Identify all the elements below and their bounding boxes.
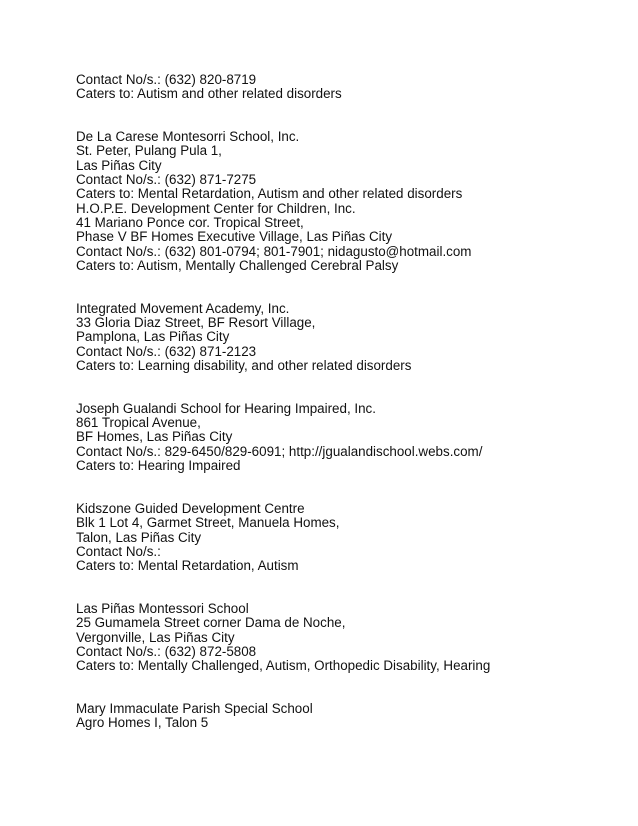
city-line: Las Piñas City bbox=[76, 157, 162, 173]
caters-line: Caters to: Learning disability, and other related disorders bbox=[76, 357, 412, 373]
school-name: Kidszone Guided Development Centre bbox=[76, 500, 305, 516]
contact-line: Contact No/s.: 829-6450/829-6091; http://jgualandischool.webs.com/ bbox=[76, 443, 483, 459]
entry-spacer bbox=[76, 373, 616, 402]
caters-line: Caters to: Mental Retardation, Autism bbox=[76, 558, 299, 574]
city-line: BF Homes, Las Piñas City bbox=[76, 429, 233, 445]
contact-line: Contact No/s.: (632) 871-7275 bbox=[76, 172, 257, 188]
address-line: 25 Gumamela Street corner Dama de Noche, bbox=[76, 615, 346, 631]
entry-spacer bbox=[76, 673, 616, 702]
entry-spacer bbox=[76, 473, 616, 502]
city-line: Talon, Las Piñas City bbox=[76, 529, 202, 545]
caters-line: Caters to: Autism, Mentally Challenged Cerebral Palsy bbox=[76, 257, 399, 273]
contact-line: Contact No/s.: (632) 801-0794; 801-7901; nidagusto@hotmail.com bbox=[76, 243, 472, 259]
school-entry bbox=[76, 702, 616, 731]
address-line: 861 Tropical Avenue, bbox=[76, 415, 201, 431]
entry-spacer bbox=[76, 573, 616, 602]
school-name: Mary Immaculate Parish Special School bbox=[76, 701, 313, 717]
school-name: De La Carese Montesorri School, Inc. bbox=[76, 129, 300, 145]
city-line: Pamplona, Las Piñas City bbox=[76, 329, 230, 345]
address-line: St. Peter, Pulang Pula 1, bbox=[76, 143, 222, 159]
school-name: H.O.P.E. Development Center for Children, Inc. bbox=[76, 200, 356, 216]
document-page bbox=[76, 73, 616, 731]
caters-line: Caters to: Hearing Impaired bbox=[76, 458, 241, 474]
entry-spacer bbox=[76, 102, 616, 131]
contact-line: Contact No/s.: (632) 820-8719 bbox=[76, 72, 257, 87]
address-line: Blk 1 Lot 4, Garmet Street, Manuela Homes, bbox=[76, 515, 340, 531]
address-line: 33 Gloria Diaz Street, BF Resort Village, bbox=[76, 315, 316, 331]
address-line: Agro Homes I, Talon 5 bbox=[76, 715, 209, 731]
city-line: Phase V BF Homes Executive Village, Las Piñas City bbox=[76, 229, 393, 245]
school-entry bbox=[76, 302, 616, 373]
school-name: Integrated Movement Academy, Inc. bbox=[76, 300, 290, 316]
school-entry bbox=[76, 130, 616, 273]
school-entry bbox=[76, 602, 616, 673]
school-name: Las Piñas Montessori School bbox=[76, 600, 249, 616]
contact-line: Contact No/s.: (632) 871-2123 bbox=[76, 343, 257, 359]
caters-line: Caters to: Autism and other related disorders bbox=[76, 86, 342, 102]
contact-line: Contact No/s.: bbox=[76, 543, 161, 559]
school-entry bbox=[76, 402, 616, 473]
address-line: 41 Mariano Ponce cor. Tropical Street, bbox=[76, 214, 304, 230]
contact-line: Contact No/s.: (632) 872-5808 bbox=[76, 643, 257, 659]
school-entry bbox=[76, 502, 616, 573]
school-entry bbox=[76, 73, 616, 102]
city-line: Vergonville, Las Piñas City bbox=[76, 629, 235, 645]
school-name: Joseph Gualandi School for Hearing Impaired, Inc. bbox=[76, 400, 376, 416]
entry-spacer bbox=[76, 273, 616, 302]
caters-line: Caters to: Mental Retardation, Autism and other related disorders bbox=[76, 186, 463, 202]
caters-line: Caters to: Mentally Challenged, Autism, Orthopedic Disability, Hearing bbox=[76, 658, 491, 674]
